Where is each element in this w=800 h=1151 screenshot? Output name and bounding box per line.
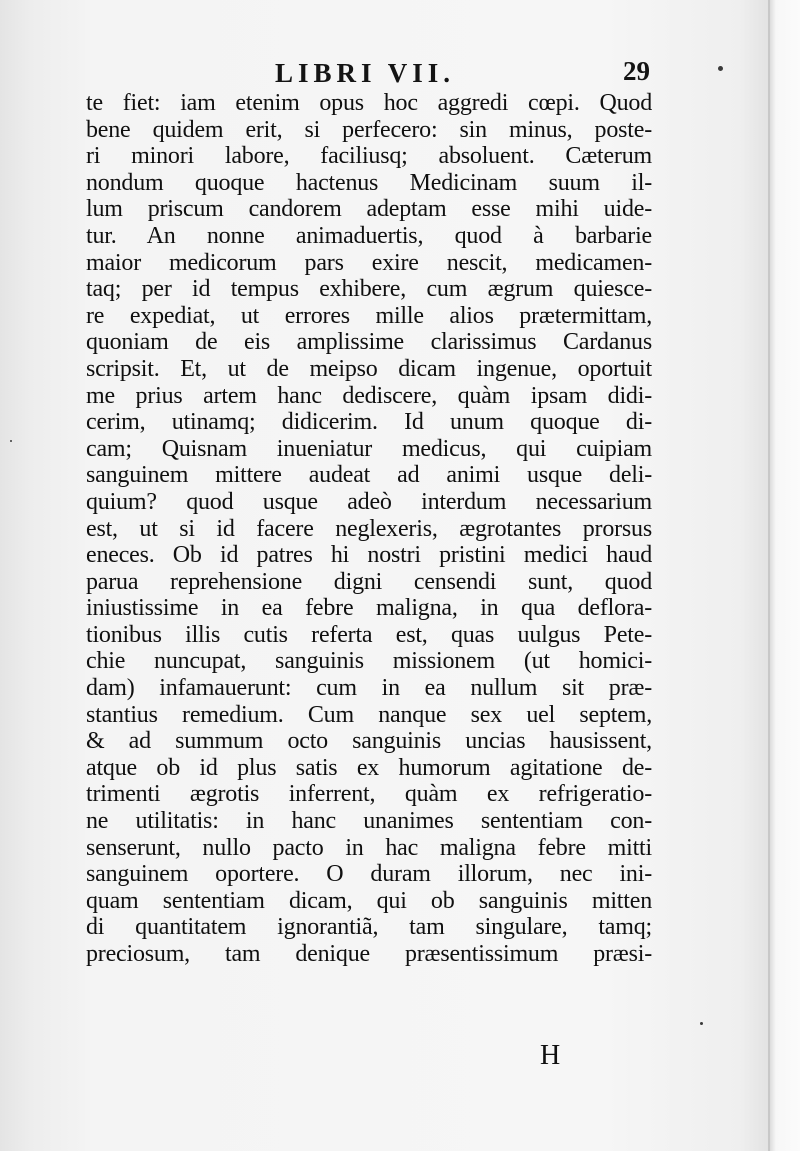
text-line: & ad summum octo sanguinis uncias hausissent,	[86, 728, 652, 755]
text-line: quam sententiam dicam, qui ob sanguinis mitten	[86, 887, 652, 914]
text-line: me prius artem hanc dediscere, quàm ipsam didi-	[86, 382, 652, 409]
text-line: ri minori labore, faciliusq; absoluent. Cæterum	[86, 143, 652, 170]
text-line: ne utilitatis: in hanc unanimes sententiam con-	[86, 808, 652, 835]
text-line: senserunt, nullo pacto in hac maligna febre mitti	[86, 834, 652, 861]
text-line: sanguinem mittere audeat ad animi usque deli-	[86, 462, 652, 489]
running-head: LIBRI VII.	[275, 58, 456, 88]
text-line: lum priscum candorem adeptam esse mihi uide-	[86, 196, 652, 223]
text-line: chie nuncupat, sanguinis missionem (ut homici-	[86, 648, 652, 675]
text-line: nondum quoque hactenus Medicinam suum il-	[86, 169, 652, 196]
page-header	[90, 52, 650, 92]
text-line: preciosum, tam denique præsentissimum præsi-	[86, 941, 652, 967]
text-line: iniustissime in ea febre maligna, in qua deflora-	[86, 595, 652, 622]
text-line: tionibus illis cutis referta est, quas uulgus Pete-	[86, 621, 652, 648]
text-line: quium? quod usque adeò interdum necessarium	[86, 488, 652, 515]
text-line: di quantitatem ignorantiã, tam singulare, tamq;	[86, 914, 652, 941]
text-line: re expediat, ut errores mille alios prætermittam,	[86, 302, 652, 329]
ink-speck	[718, 66, 723, 71]
text-line: stantius remedium. Cum nanque sex uel septem,	[86, 701, 652, 728]
text-line: bene quidem erit, si perfecero: sin minus, poste-	[86, 116, 652, 143]
text-line: taq; per id tempus exhibere, cum ægrum quiesce-	[86, 276, 652, 303]
page-number: 29	[623, 56, 650, 86]
ink-speck	[700, 1022, 703, 1025]
text-line: dam) infamauerunt: cum in ea nullum sit præ-	[86, 675, 652, 702]
text-line: scripsit. Et, ut de meipso dicam ingenue, oportuit	[86, 355, 652, 382]
text-line: trimenti ægrotis inferrent, quàm ex refrigeratio-	[86, 781, 652, 808]
text-line: cam; Quisnam inueniatur medicus, qui cuipiam	[86, 435, 652, 462]
text-line: sanguinem oportere. O duram illorum, nec ini-	[86, 861, 652, 888]
text-line: eneces. Ob id patres hi nostri pristini medici haud	[86, 542, 652, 569]
text-line: est, ut si id facere neglexeris, ægrotantes prorsus	[86, 515, 652, 542]
text-line: maior medicorum pars exire nescit, medicamen-	[86, 249, 652, 276]
body-text	[86, 90, 652, 968]
ink-speck	[10, 440, 12, 442]
text-line: te fiet: iam etenim opus hoc aggredi cœpi. Quod	[86, 90, 652, 116]
text-line: atque ob id plus satis ex humorum agitatione de-	[86, 754, 652, 781]
page-margin-right	[770, 0, 800, 1151]
text-line: tur. An nonne animaduertis, quod à barbarie	[86, 222, 652, 249]
text-line: parua reprehensione digni censendi sunt, quod	[86, 568, 652, 595]
text-line: quoniam de eis amplissime clarissimus Cardanus	[86, 329, 652, 356]
signature-mark: H	[540, 1040, 561, 1071]
text-line: cerim, utinamq; didicerim. Id unum quoque di-	[86, 409, 652, 436]
